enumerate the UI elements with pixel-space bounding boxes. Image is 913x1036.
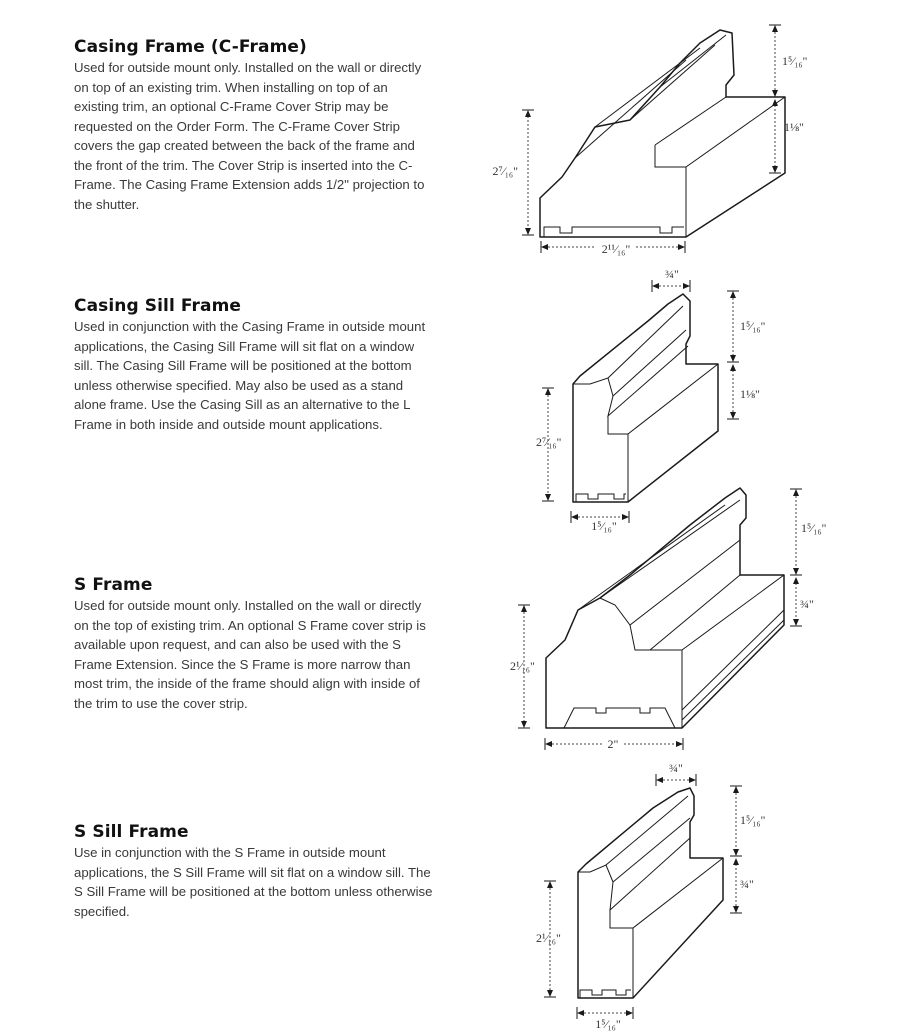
- casing-sill-frame-section: [74, 296, 434, 434]
- step-label: 1⅛": [740, 387, 760, 401]
- section-title: S Frame: [74, 575, 153, 595]
- height-label: 2¹⁄₁₆": [536, 931, 561, 945]
- dimension-height: [493, 110, 534, 235]
- step-label: ¾": [800, 597, 814, 611]
- height-label: 2⁷⁄₁₆": [492, 164, 518, 178]
- s-sill-frame-profile-drawing: [528, 760, 788, 1036]
- frame-outline: [578, 788, 723, 998]
- frame-outline: [540, 30, 785, 237]
- dimension-top: [769, 25, 808, 97]
- frame-outline: [573, 294, 718, 502]
- s-frame-section: [74, 575, 434, 713]
- dimension-step: [790, 577, 814, 626]
- dimension-lip: [652, 267, 690, 292]
- frame-outline: [546, 488, 784, 728]
- top-label: 1⁵⁄₁₆": [740, 813, 766, 827]
- dimension-top: [730, 786, 766, 856]
- dimension-top: [727, 291, 766, 362]
- section-title: Casing Frame (C-Frame): [74, 37, 307, 57]
- top-label: 1⁵⁄₁₆": [740, 319, 766, 333]
- s-frame-profile-drawing: [500, 480, 830, 760]
- top-label: 1⁵⁄₁₆": [782, 54, 808, 68]
- dimension-step: [727, 364, 760, 419]
- dimension-width: [545, 736, 683, 751]
- section-description: Use in conjunction with the S Frame in outside mount applications, the S Sill Frame will sit flat on a window sill. The S Sill Frame will be positioned at the bottom unless otherwise specified.: [74, 845, 433, 919]
- width-label: 1⁵⁄₁₆": [595, 1017, 621, 1031]
- section-title: Casing Sill Frame: [74, 296, 242, 316]
- top-label: 1⁵⁄₁₆": [801, 521, 827, 535]
- section-description: Used for outside mount only. Installed on the wall or directly on the top of existing trim. An optional S Frame cover strip is available upon request, and can also be used with the S Frame Extension. Since the S Frame is more narrow than most trim, the inside of the frame should align with inside of the trim to use the cover strip.: [74, 598, 426, 711]
- dimension-height: [536, 881, 561, 997]
- lip-label: ¾": [665, 267, 679, 281]
- width-label: 2¹¹⁄₁₆": [601, 242, 631, 256]
- casing-frame-profile-drawing: [492, 15, 830, 265]
- dimension-step: [769, 99, 804, 173]
- section-description: Used for outside mount only. Installed on the wall or directly on top of an existing trim. When installing on top of an existing trim, an optional C-Frame Cover Strip may be requested on the Order Form. The C-Frame Cover Strip covers the gap created between the back of the frame and the front of the trim. The Cover Strip is inserted into the C-Frame. The Casing Frame Extension adds 1/2" projection to the shutter.: [74, 60, 425, 212]
- height-label: 2¹⁄₁₆": [510, 659, 535, 673]
- s-sill-frame-section: [74, 822, 434, 921]
- step-label: ¾": [740, 877, 754, 891]
- section-title: S Sill Frame: [74, 822, 189, 842]
- section-description: Used in conjunction with the Casing Frame in outside mount applications, the Casing Sill Frame will sit flat on a window sill. The Casing Sill Frame will be positioned at the bottom unless otherwise specified. May also be used as a stand alone frame. Use the Casing Sill as an alternative to the L Frame in both inside and outside mount applications.: [74, 319, 426, 432]
- dimension-step: [730, 858, 754, 913]
- dimension-width: [541, 241, 685, 256]
- step-label: 1⅛": [784, 120, 804, 134]
- dimension-top: [790, 489, 827, 575]
- lip-label: ¾": [669, 761, 683, 775]
- dimension-height: [510, 605, 535, 728]
- width-label: 1⁵⁄₁₆": [591, 519, 617, 533]
- casing-frame-section: [74, 37, 434, 214]
- height-label: 2⁷⁄₁₆": [536, 435, 562, 449]
- width-label: 2": [607, 737, 619, 751]
- dimension-lip: [656, 761, 696, 786]
- dimension-width: [577, 1007, 633, 1031]
